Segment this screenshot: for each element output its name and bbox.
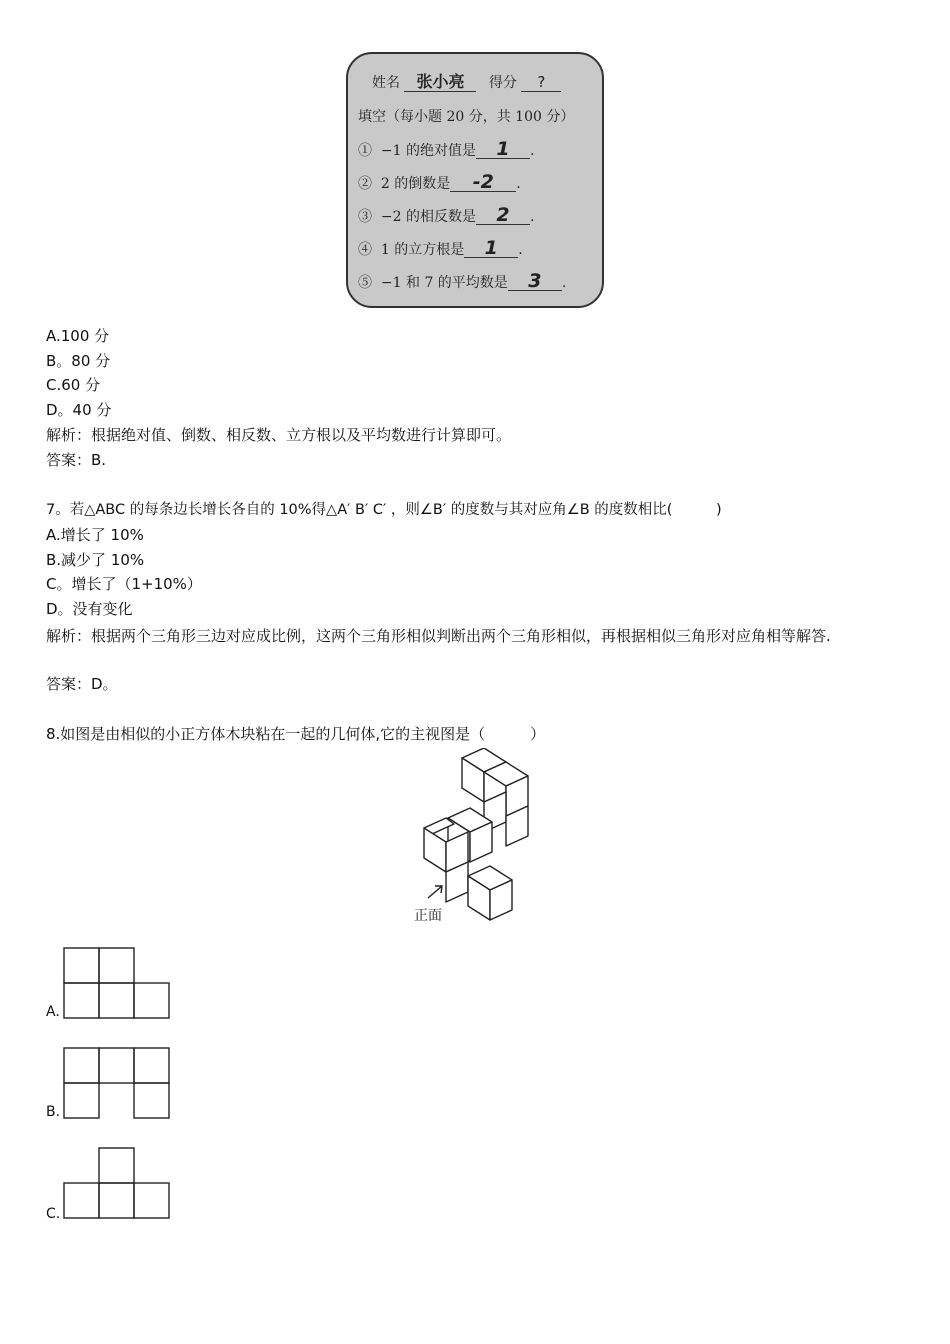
- q7-answer: 答案：D。: [46, 675, 118, 693]
- q8-option-b-figure: [62, 1046, 174, 1120]
- front-label: 正面: [414, 908, 442, 924]
- q6-option-b: B。80 分: [46, 352, 111, 370]
- cube-stack-figure: [410, 748, 545, 926]
- q8-stem: 8.如图是由相似的小正方体木块粘在一起的几何体,它的主视图是（ ）: [46, 725, 546, 743]
- front-arrow-icon: [428, 886, 442, 898]
- q7-option-d: D。没有变化: [46, 600, 133, 618]
- q6-analysis: 解析：根据绝对值、倒数、相反数、立方根以及平均数进行计算即可。: [46, 426, 512, 444]
- q6-option-d: D。40 分: [46, 401, 112, 419]
- card-name-row: [372, 72, 561, 92]
- card-instructions: 填空（每小题 20 分，共 100 分）: [358, 109, 575, 125]
- card-item-4: ④ 1 的立方根是 1 .: [358, 237, 523, 259]
- q8-option-c-figure: [62, 1146, 174, 1222]
- card-item-1: ① −1 的绝对值是 1 .: [358, 138, 535, 160]
- card-item-3: ③ −2 的相反数是 2 .: [358, 204, 535, 226]
- q8-option-a-figure: [62, 946, 174, 1020]
- q7-option-a: A.增长了 10%: [46, 526, 144, 544]
- score-label: 得分: [488, 75, 517, 91]
- q6-option-a: A.100 分: [46, 327, 110, 345]
- q8-option-c-label: C.: [46, 1206, 61, 1222]
- q7-stem: 7。若△ABC 的每条边长增长各自的 10%得△A′ B′ C′ ，则∠B′ 的度数与其对应角∠B 的度数相比( ): [46, 502, 722, 518]
- card-item-5: ⑤ −1 和 7 的平均数是 3 .: [358, 270, 567, 292]
- q8-option-b-label: B.: [46, 1104, 61, 1120]
- score-card-image: [346, 52, 604, 308]
- q6-answer: 答案：B.: [46, 451, 107, 469]
- score-value: ?: [521, 73, 561, 92]
- q6-option-c: C.60 分: [46, 376, 101, 394]
- q8-option-a-label: A.: [46, 1004, 60, 1020]
- name-label: 姓名: [372, 75, 400, 91]
- q7-option-b: B.减少了 10%: [46, 551, 145, 569]
- q7-analysis: 解析：根据两个三角形三边对应成比例，这两个三角形相似判断出两个三角形相似，再根据相似三角形对应角相等解答.: [46, 627, 831, 645]
- q7-option-c: C。增长了（1+10%）: [46, 575, 202, 593]
- name-value: 张小亮: [404, 73, 476, 92]
- card-item-2: ② 2 的倒数是 -2 .: [358, 171, 521, 193]
